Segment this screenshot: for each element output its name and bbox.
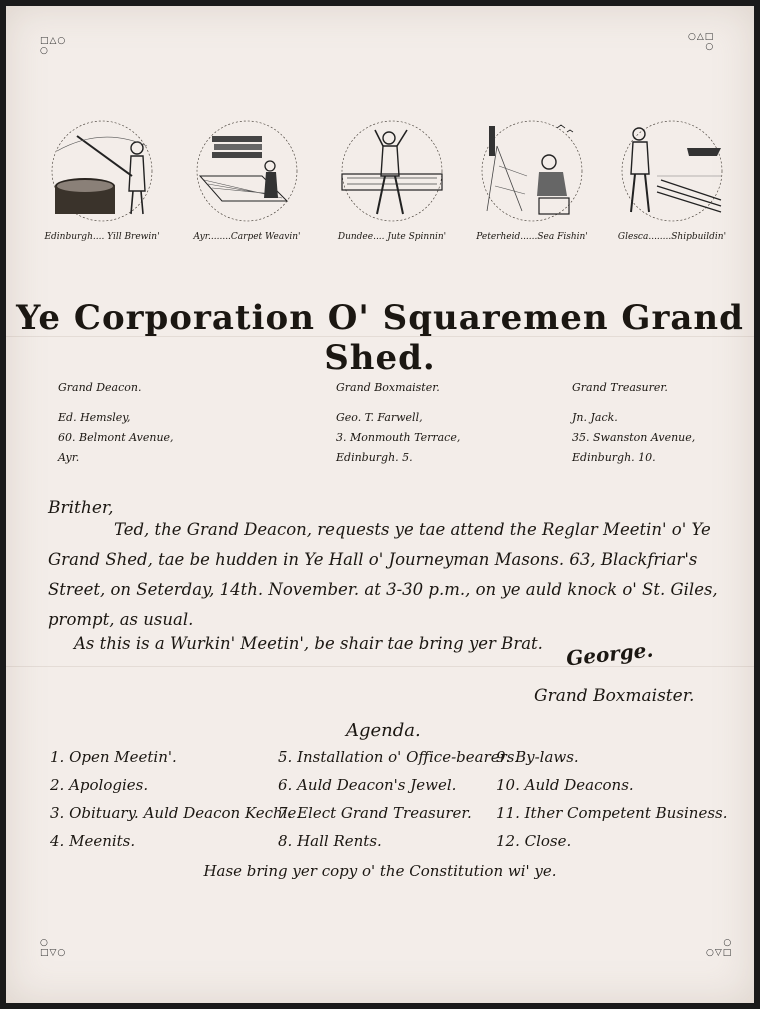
agenda-item: 4. Meenits.: [50, 832, 136, 850]
officer-name: Jn. Jack.: [572, 411, 618, 424]
agenda-item: 10. Auld Deacons.: [496, 776, 634, 794]
signature-title: Grand Boxmaister.: [534, 686, 695, 706]
agenda-item: 3. Obituary. Auld Deacon Kechie.: [50, 804, 302, 822]
corner-mark-top-left: □△○ ○: [40, 36, 67, 56]
vignette-weaving: [187, 116, 307, 242]
spinner-icon: [337, 116, 447, 226]
signature: George.: [564, 637, 655, 671]
trade-vignettes: [42, 116, 732, 276]
vignette-spinning: [332, 116, 452, 242]
letter-line: Street, on Seterday, 14th. November. at 3-30 p.m., on ye auld knock o' St. Giles,: [48, 580, 718, 599]
officer-name: Geo. T. Farwell,: [336, 411, 423, 424]
agenda-item: 1. Open Meetin'.: [50, 748, 177, 766]
officer-role: Grand Treasurer.: [572, 381, 668, 394]
document-title: Ye Corporation O' Squaremen Grand Shed.: [16, 298, 744, 378]
corner-mark-bottom-left: ○ □▽○: [40, 938, 67, 958]
letter-greeting: Brither,: [48, 498, 114, 518]
shipbuilder-icon: [617, 116, 727, 226]
vignette-caption: Dundee.... Jute Spinnin': [337, 232, 447, 242]
agenda-item: 6. Auld Deacon's Jewel.: [278, 776, 457, 794]
vignette-caption: Peterheid......Sea Fishin': [476, 232, 588, 242]
officer-grand-deacon: [58, 378, 174, 468]
letter-line: Ted, the Grand Deacon, requests ye tae attend the Reglar Meetin' o' Ye: [114, 520, 711, 539]
agenda-item: 5. Installation o' Office-bearers.: [278, 748, 520, 766]
officer-address: 35. Swanston Avenue,: [572, 431, 696, 444]
agenda-item: 7. Elect Grand Treasurer.: [278, 804, 472, 822]
closing-note: Hase bring yer copy o' the Constitution wi' ye.: [203, 862, 557, 880]
agenda-item: 8. Hall Rents.: [278, 832, 382, 850]
corner-mark-bottom-right: ○ ○▽□: [706, 938, 733, 958]
agenda-item: 2. Apologies.: [50, 776, 149, 794]
brewer-icon: [47, 116, 157, 226]
officer-grand-treasurer: [572, 378, 695, 468]
vignette-shipbuilding: [612, 116, 732, 242]
officer-address: 3. Monmouth Terrace,: [336, 431, 461, 444]
fisherman-icon: [477, 116, 587, 226]
vignette-fishing: [472, 116, 592, 242]
officer-grand-boxmaister: [336, 378, 460, 468]
vignette-caption: Edinburgh.... Yill Brewin': [44, 232, 160, 242]
corner-mark-top-right: ○△□ ○: [688, 32, 715, 52]
agenda-item: 9. By-laws.: [496, 748, 579, 766]
fold-line: [6, 666, 754, 667]
officer-address: Edinburgh. 5.: [336, 451, 413, 464]
officer-address: 60. Belmont Avenue,: [58, 431, 174, 444]
officer-address: Edinburgh. 10.: [572, 451, 656, 464]
agenda-title: Agenda.: [346, 720, 421, 741]
officer-address: Ayr.: [58, 451, 80, 464]
letter-line: Grand Shed, tae be hudden in Ye Hall o' Journeyman Masons. 63, Blackfriar's: [48, 550, 698, 569]
vignette-brewing: [42, 116, 162, 242]
letter-line: prompt, as usual.: [48, 610, 194, 629]
document-page: [6, 6, 754, 1003]
vignette-caption: Ayr........Carpet Weavin': [193, 232, 301, 242]
officer-role: Grand Boxmaister.: [336, 381, 440, 394]
officer-name: Ed. Hemsley,: [58, 411, 131, 424]
agenda-item: 12. Close.: [496, 832, 572, 850]
weaver-icon: [192, 116, 302, 226]
vignette-caption: Glesca........Shipbuildin': [617, 232, 727, 242]
letter-line: As this is a Wurkin' Meetin', be shair tae bring yer Brat.: [74, 634, 543, 653]
agenda-item: 11. Ither Competent Business.: [496, 804, 728, 822]
officer-role: Grand Deacon.: [58, 381, 142, 394]
